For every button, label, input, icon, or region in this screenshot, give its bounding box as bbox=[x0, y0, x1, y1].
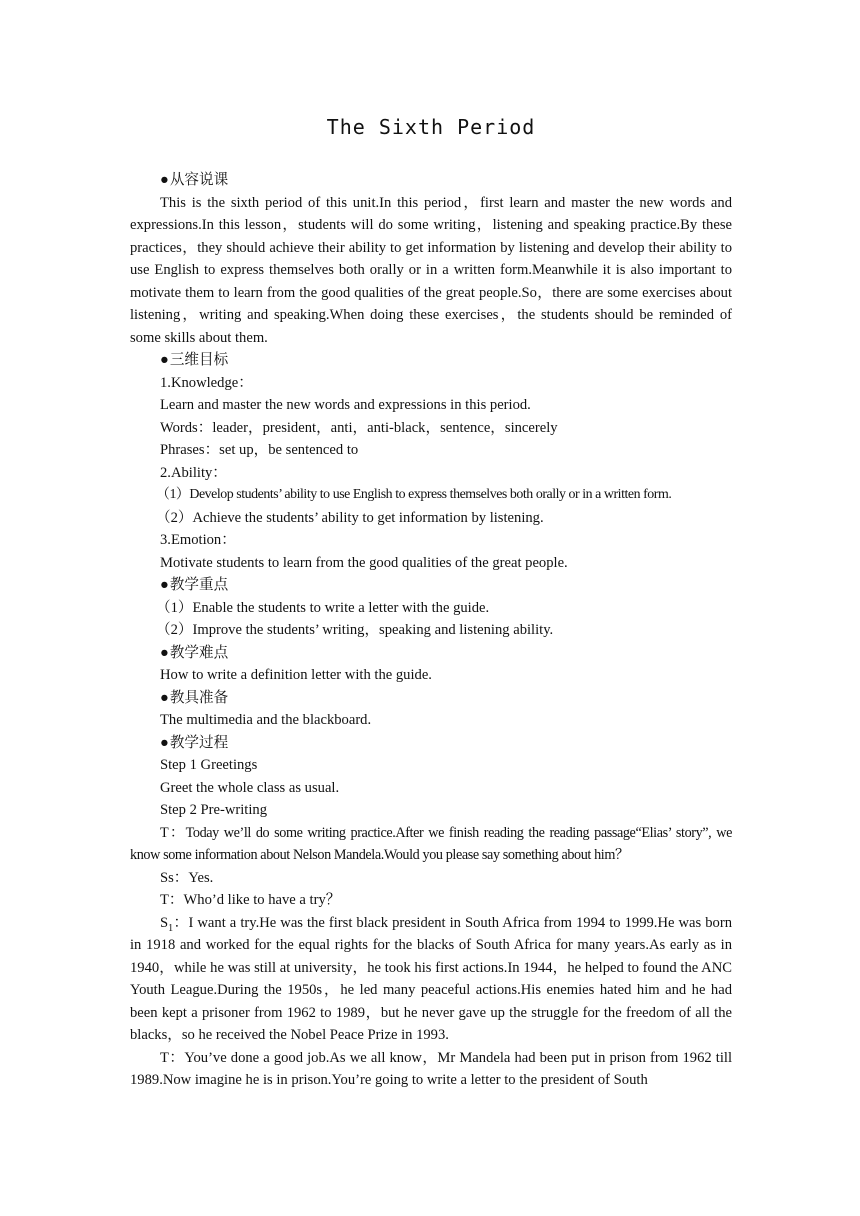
section-heading-procedure: ● 教学过程 bbox=[130, 732, 732, 755]
students-reply: Ss：Yes. bbox=[160, 869, 214, 886]
student-1-text: ：I want a try.He was the first black president in South Africa from 1994 to 1999.He was born in 1918 and worked for the equal rights for the blacks of South Africa for many years.As early as in 1940，while he was still at university，he took his first actions.In 1944，he helped to found the ANC Youth League.During the 1950s，he led many peaceful actions.His enemies hated him and he had been kept a prisoner from 1962 to 1989，but he never gave up the struggle for the freedom of all the blacks，so he received the Nobel Peace Prize in 1993. bbox=[130, 914, 732, 1043]
page-title: The Sixth Period bbox=[326, 115, 536, 139]
section-heading-lesson-talk: ● 从容说课 bbox=[130, 169, 732, 192]
student-1-subscript: 1 bbox=[168, 922, 174, 934]
teacher-paragraph-1: T：Today we’ll do some writing practice.After we finish reading the reading passage“Elias’ story”, we know some information about Nelson Mandela.Would you please say something about him？ bbox=[130, 824, 732, 863]
phrases-line: Phrases：set up，be sentenced to bbox=[160, 442, 359, 458]
section-heading-objectives: ● 三维目标 bbox=[130, 349, 732, 372]
student-1-label: S bbox=[160, 914, 169, 931]
intro-paragraph: This is the sixth period of this unit.In this period，first learn and master the new words and expressions.In this lesson，students will do some writing，listening and speaking practice.By these practices，they should achieve their ability to get information by listening and develop their ability to use English to express themselves both orally or in a written form.Meanwhile it is also important to motivate them to learn from the good qualities of the great people.So，there are some exercises about listening，writing and speaking.When doing these exercises，the students should be reminded of some skills about them. bbox=[130, 194, 732, 346]
step-1-text: Greet the whole class as usual. bbox=[160, 779, 340, 796]
emotion-label: 3.Emotion： bbox=[160, 532, 236, 548]
step-1-title: Step 1 Greetings bbox=[160, 757, 258, 773]
section-heading-key-points: ● 教学重点 bbox=[130, 574, 732, 597]
student-1-paragraph bbox=[130, 912, 732, 1047]
ability-label: 2.Ability： bbox=[160, 464, 227, 481]
key-point-1: （1）Enable the students to write a letter with the guide. bbox=[156, 599, 490, 616]
ability-item-1: （1）Develop students’ ability to use English to express themselves both orally or in a written form. bbox=[156, 487, 672, 502]
section-heading-difficulties: ● 教学难点 bbox=[130, 642, 732, 665]
words-line: Words：leader，president，anti，anti-black，sentence，sincerely bbox=[160, 419, 558, 436]
ability-item-2: （2）Achieve the students’ ability to get information by listening. bbox=[156, 509, 544, 526]
key-point-2: （2）Improve the students’ writing，speaking and listening ability. bbox=[156, 622, 554, 638]
section-heading-teaching-aids: ● 教具准备 bbox=[130, 687, 732, 710]
difficulty-line: How to write a definition letter with the guide. bbox=[160, 667, 432, 683]
step-2-title: Step 2 Pre-writing bbox=[160, 802, 268, 818]
knowledge-line: Learn and master the new words and expressions in this period. bbox=[160, 397, 531, 413]
teacher-question: T：Who’d like to have a try？ bbox=[160, 892, 341, 908]
emotion-line: Motivate students to learn from the good qualities of the great people. bbox=[160, 554, 568, 571]
teacher-paragraph-3: T：You’ve done a good job.As we all know，Mr Mandela had been put in prison from 1962 till 1989.Now imagine he is in prison.You’re going to write a letter to the president of South bbox=[130, 1049, 732, 1088]
tools-line: The multimedia and the blackboard. bbox=[160, 712, 372, 728]
knowledge-label: 1.Knowledge： bbox=[160, 374, 253, 391]
